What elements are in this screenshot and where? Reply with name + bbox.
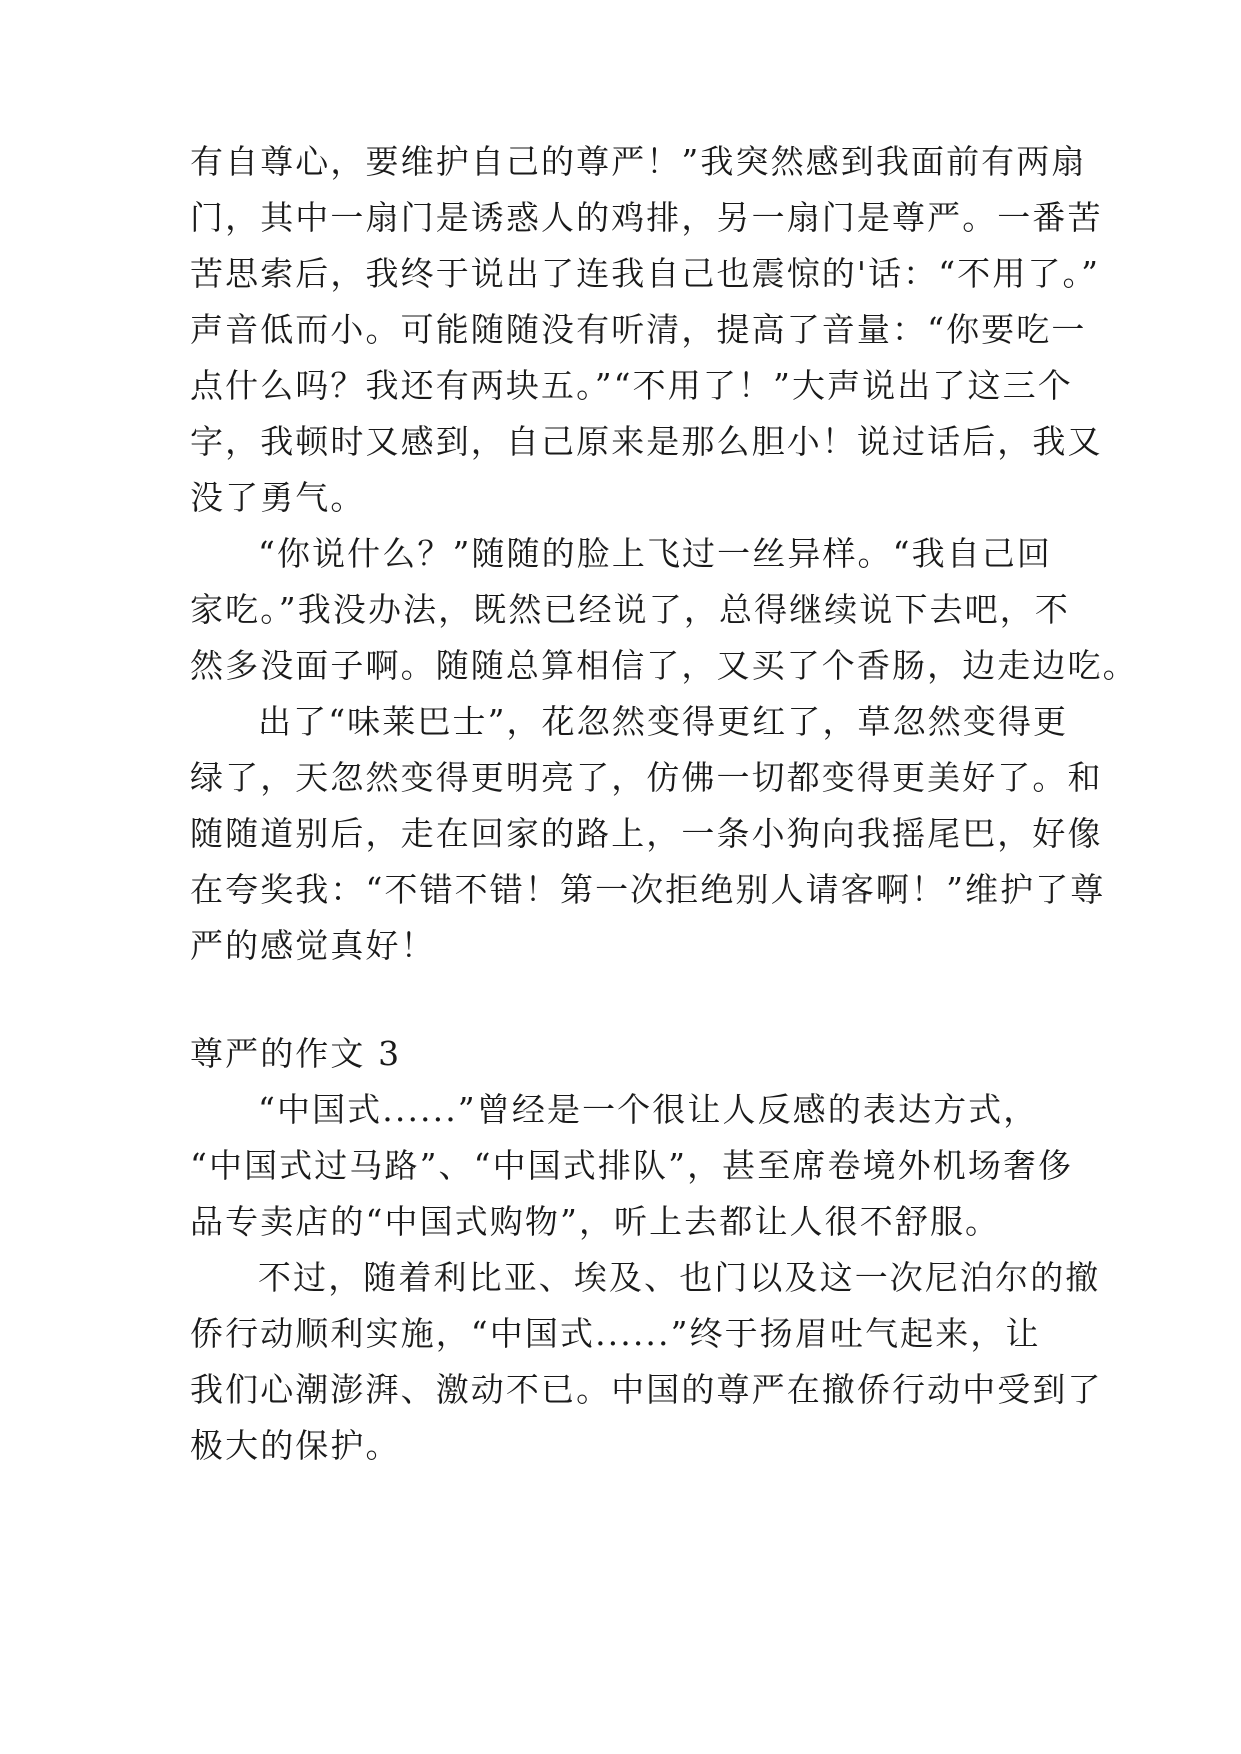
text-line: 严的感觉真好！ xyxy=(190,926,436,965)
text-line: 然多没面子啊。随随总算相信了，又买了个香肠，边走边吃。 xyxy=(190,646,1138,685)
text-line: 我们心潮澎湃、激动不已。中国的尊严在撤侨行动中受到了 xyxy=(190,1370,1103,1409)
text-line: 出了“味莱巴士”，花忽然变得更红了，草忽然变得更 xyxy=(258,702,1069,741)
text-line: “中国式......”曾经是一个很让人反感的表达方式， xyxy=(258,1090,1039,1129)
text-line: 不过，随着利比亚、埃及、也门以及这一次尼泊尔的撤 xyxy=(258,1258,1101,1297)
text-line: 品专卖店的“中国式购物”，听上去都让人很不舒服。 xyxy=(190,1202,1001,1241)
text-line: 侨行动顺利实施，“中国式......”终于扬眉吐气起来，让 xyxy=(190,1314,1041,1353)
text-line: 有自尊心，要维护自己的尊严！”我突然感到我面前有两扇 xyxy=(190,142,1087,181)
text-line: “你说什么？”随随的脸上飞过一丝异样。“我自己回 xyxy=(258,534,1053,573)
text-line: 点什么吗？我还有两块五。”“不用了！”大声说出了这三个 xyxy=(190,366,1073,405)
text-line: 苦思索后，我终于说出了连我自己也震惊的'话：“不用了。” xyxy=(190,254,1101,293)
text-line: 字，我顿时又感到，自己原来是那么胆小！说过话后，我又 xyxy=(190,422,1103,461)
text-line: 在夸奖我：“不错不错！第一次拒绝别人请客啊！”维护了尊 xyxy=(190,870,1106,909)
text-line: 门，其中一扇门是诱惑人的鸡排，另一扇门是尊严。一番苦 xyxy=(190,198,1103,237)
text-line: 绿了，天忽然变得更明亮了，仿佛一切都变得更美好了。和 xyxy=(190,758,1103,797)
text-line: “中国式过马路”、“中国式排队”，甚至席卷境外机场奢侈 xyxy=(190,1146,1074,1185)
section-heading: 尊严的作文 3 xyxy=(190,1034,402,1073)
text-line: 随随道别后，走在回家的路上，一条小狗向我摇尾巴，好像 xyxy=(190,814,1103,853)
text-line: 极大的保护。 xyxy=(190,1426,401,1465)
text-line: 声音低而小。可能随随没有听清，提高了音量：“你要吃一 xyxy=(190,310,1087,349)
text-line: 没了勇气。 xyxy=(190,478,366,517)
text-line: 家吃。”我没办法，既然已经说了，总得继续说下去吧，不 xyxy=(190,590,1070,629)
